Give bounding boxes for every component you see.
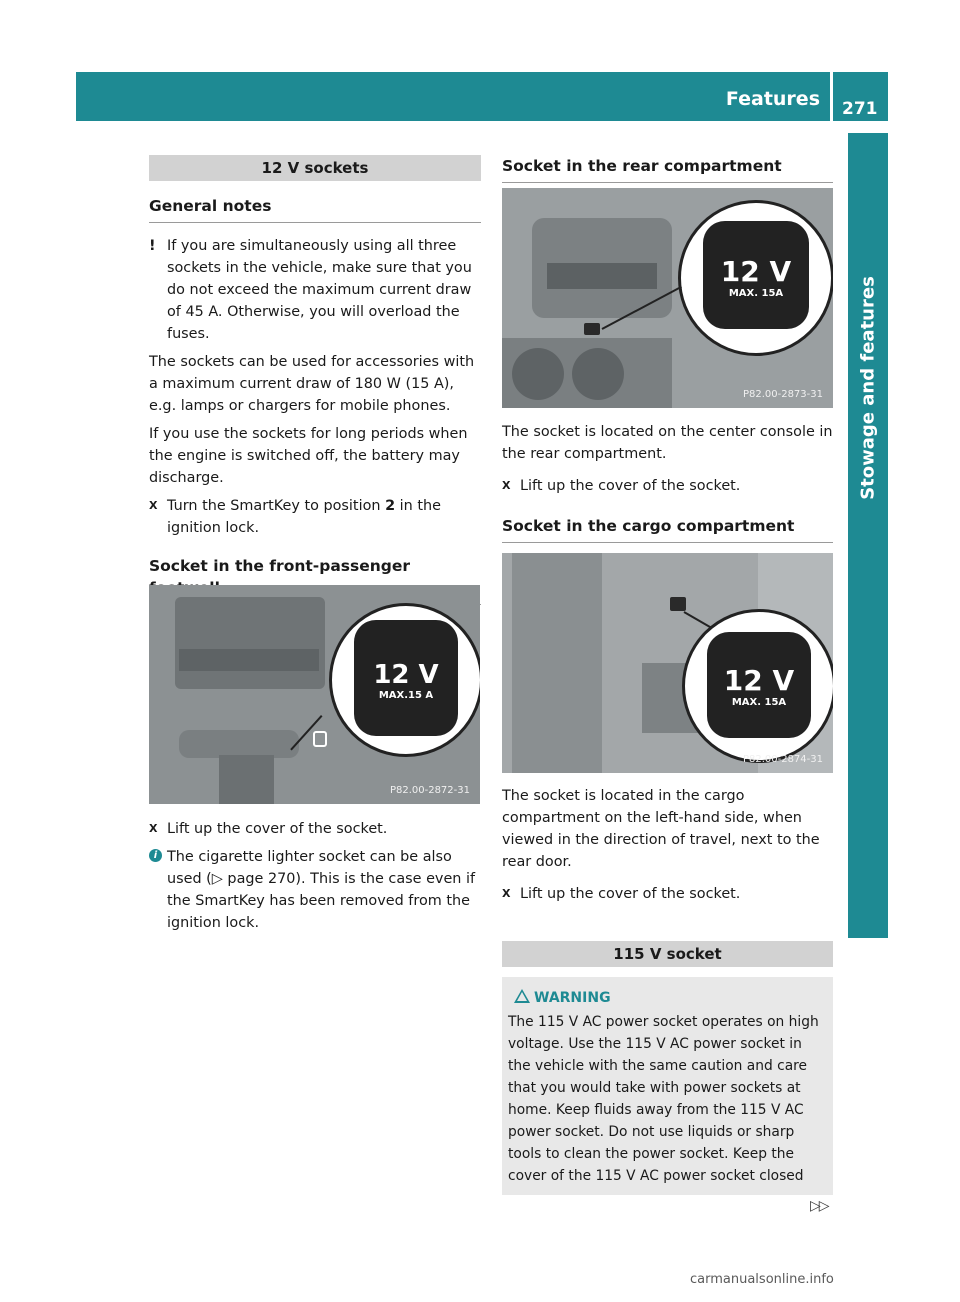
button-row [179,649,319,671]
cargo-socket-cover: 12 V MAX. 15A [707,632,811,738]
general-notes-warning: ! If you are simultaneously using all three sockets in the vehicle, make sure that you do not exceed the maximum current draw of 45 A. Otherwise, you will overload the fuses. [149,235,481,345]
rear-socket-heading: Socket in the rear compartment [502,155,833,183]
left-column [149,155,481,617]
cargo-socket-heading: Socket in the cargo compartment [502,515,833,543]
shifter [219,755,274,804]
left-column-bottom [149,818,481,940]
rear-socket-callout [678,200,833,356]
warning-mark: ! [149,238,156,254]
general-notes-heading: General notes [149,195,481,223]
rear-socket-marker [584,323,600,335]
socket-marker [313,731,327,747]
side-tab-label-wrap [848,133,888,938]
section-115v [502,941,833,1195]
footer-watermark: carmanualsonline.info [690,1272,834,1287]
rear-step: X Lift up the cover of the socket. [502,478,741,494]
general-notes-step: X Turn the SmartKey to position 2 in the ignition lock. [149,495,481,539]
right-column-mid [502,421,833,555]
continued-icon: ▷▷ [810,1198,828,1214]
cargo-pillar [512,553,602,773]
dashboard-panel [175,597,325,689]
warning-115v-text: The 115 V AC power socket operates on high voltage. Use the 115 V AC power socket in the vehicle with the same caution and care that you would take with power sockets at home. Keep fluids away from the 115 V AC power socket. Do not use liquids or sharp tools to clean the power socket. Keep the cover of the 115 V AC power socket closed [508,1014,819,1184]
front-info: i The cigarette lighter socket can be also used (▷ page 270). This is the case even if the SmartKey has been removed from the ignition lock. [149,846,481,934]
right-column-lower [502,785,833,911]
front-socket-cover: 12 V MAX.15 A [354,620,458,736]
rear-text: The socket is located on the center console in the rear compartment. [502,424,833,462]
header-separator [830,72,833,121]
warning-triangle-icon [514,989,530,1003]
climate-panel [179,730,299,758]
front-image-code: P82.00-2872-31 [389,785,470,796]
step-marker: X [149,499,158,512]
warning-box-115v [502,977,833,1195]
front-socket-callout [329,603,480,757]
rear-vents [547,263,657,289]
cargo-socket-callout [682,609,833,763]
rear-socket-cover: 12 V MAX. 15A [703,221,809,329]
front-socket-photo [149,585,480,804]
cargo-socket-photo [502,553,833,773]
rear-image-code: P82.00-2873-31 [742,389,823,400]
general-notes-p1: The sockets can be used for accessories with a maximum current draw of 180 W (15 A), e.g. lamps or chargers for mobile phones. [149,354,475,414]
general-notes-p2: If you use the sockets for long periods when the engine is switched off, the battery may discharge. [149,426,468,486]
header-title: Features [725,88,820,110]
front-socket-heading: Socket in the front-passenger [149,555,481,605]
side-tab-label: Stowage and features [857,276,879,500]
cargo-step: X Lift up the cover of the socket. [502,886,741,902]
cupholder-left [512,348,564,400]
cupholder-right [572,348,624,400]
cargo-image-code: P82.00-2874-31 [742,754,823,765]
section-title-115v: 115 V socket [502,941,833,967]
info-icon: i [149,849,162,862]
warning-heading: WARNING [508,987,827,1009]
front-step: X Lift up the cover of the socket. [149,821,388,837]
section-title-12v: 12 V sockets [149,155,481,181]
rear-socket-photo [502,188,833,408]
page-number: 271 [842,99,878,119]
cargo-socket-marker [670,597,686,611]
cargo-text: The socket is located in the cargo compartment on the left-hand side, when viewed in the direction of travel, next to the rear door. [502,788,820,870]
